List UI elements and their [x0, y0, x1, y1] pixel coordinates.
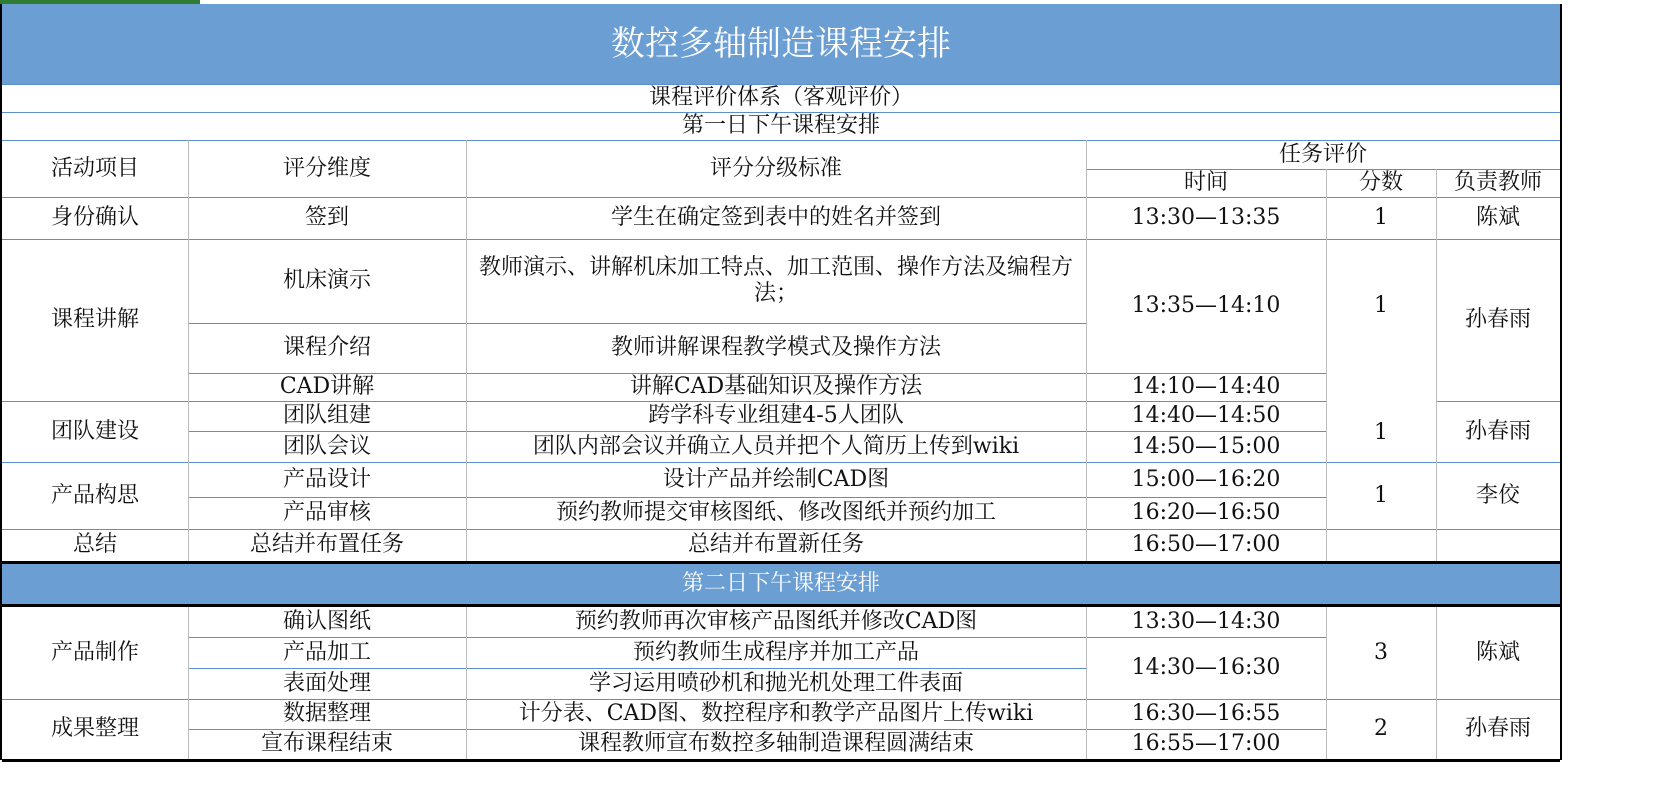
- header-activity: 活动项目: [50, 155, 139, 181]
- dimension-cell: 产品设计: [282, 466, 371, 492]
- grid-line: [188, 607, 189, 759]
- dimension-cell: 团队组建: [282, 403, 371, 428]
- dimension-cell: 机床演示: [282, 268, 371, 293]
- grid-line: [2, 561, 1560, 564]
- grid-line: [2, 759, 1560, 762]
- activity-cell: 团队建设: [50, 418, 139, 444]
- teacher-cell: 陈斌: [1475, 640, 1520, 665]
- standard-cell: 预约教师再次审核产品图纸并修改CAD图: [574, 609, 978, 634]
- grid-line: [1086, 607, 1087, 759]
- standard-cell: 教师演示、讲解机床加工特点、加工范围、操作方法及编程方法；: [478, 255, 1073, 306]
- time-cell: 14:50—15:00: [1131, 433, 1281, 459]
- header-standard: 评分分级标准: [709, 155, 842, 181]
- time-cell: 13:30—14:30: [1131, 609, 1281, 634]
- time-cell: 14:30—16:30: [1131, 655, 1281, 680]
- header-teacher: 负责教师: [1453, 170, 1542, 195]
- grid-line: [1086, 140, 1087, 561]
- dimension-cell: 产品加工: [282, 639, 371, 665]
- page-title: 数控多轴制造课程安排: [2, 4, 1560, 84]
- teacher-cell: 孙春雨: [1464, 307, 1531, 332]
- time-cell: 14:40—14:50: [1131, 403, 1281, 428]
- grid-line: [1436, 401, 1560, 402]
- grid-line: [188, 637, 1326, 638]
- header-evaluation: 任务评价: [1278, 141, 1367, 167]
- standard-cell: 预约教师提交审核图纸、修改图纸并预约加工: [555, 500, 996, 525]
- activity-cell: 课程讲解: [50, 307, 139, 332]
- grid-line: [1326, 169, 1327, 561]
- score-cell: 1: [1374, 419, 1388, 445]
- dimension-cell: 宣布课程结束: [260, 731, 393, 756]
- grid-line: [1326, 607, 1327, 759]
- activity-cell: 身份确认: [50, 205, 139, 230]
- score-cell: 1: [1374, 293, 1388, 318]
- standard-cell: 跨学科专业组建4-5人团队: [648, 403, 904, 428]
- grid-line: [1436, 607, 1437, 759]
- dimension-cell: 确认图纸: [282, 609, 371, 634]
- time-cell: 15:00—16:20: [1131, 466, 1281, 492]
- dimension-cell: 团队会议: [282, 433, 371, 459]
- table-border: [0, 4, 2, 760]
- day1-heading: 第一日下午课程安排: [681, 113, 880, 138]
- grid-line: [1436, 169, 1437, 561]
- dimension-cell: 签到: [304, 205, 349, 230]
- header-time: 时间: [1183, 170, 1228, 195]
- time-cell: 16:50—17:00: [1131, 532, 1281, 557]
- standard-cell: 总结并布置新任务: [687, 532, 864, 557]
- grid-line: [466, 607, 467, 759]
- time-cell: 13:30—13:35: [1131, 205, 1281, 230]
- standard-cell: 讲解CAD基础知识及操作方法: [629, 374, 923, 399]
- time-cell: 13:35—14:10: [1131, 293, 1281, 318]
- grid-line: [188, 668, 1086, 669]
- standard-cell: 学习运用喷砂机和抛光机处理工件表面: [588, 670, 963, 696]
- time-cell: 16:30—16:55: [1131, 701, 1281, 726]
- grid-line: [188, 140, 189, 561]
- subtitle: 课程评价体系（客观评价）: [648, 85, 913, 110]
- activity-cell: 成果整理: [50, 716, 139, 741]
- grid-line: [188, 373, 1326, 374]
- table-border: [1560, 4, 1562, 760]
- grid-line: [2, 112, 1560, 113]
- standard-cell: 教师讲解课程教学模式及操作方法: [610, 335, 941, 360]
- standard-cell: 学生在确定签到表中的姓名并签到: [610, 205, 941, 230]
- dimension-cell: 产品审核: [282, 500, 371, 525]
- score-cell: 1: [1374, 205, 1388, 230]
- score-cell: 2: [1374, 716, 1388, 741]
- dimension-cell: 数据整理: [282, 701, 371, 726]
- standard-cell: 团队内部会议并确立人员并把个人简历上传到wiki: [532, 433, 1020, 459]
- dimension-cell: CAD讲解: [279, 374, 375, 399]
- grid-line: [1086, 169, 1560, 170]
- dimension-cell: 课程介绍: [282, 335, 371, 360]
- spreadsheet-grid: [0, 4, 1658, 808]
- teacher-cell: 孙春雨: [1464, 418, 1531, 444]
- time-cell: 16:20—16:50: [1131, 500, 1281, 525]
- activity-cell: 产品构思: [50, 482, 139, 508]
- grid-line: [2, 401, 1326, 402]
- grid-line: [2, 84, 1560, 85]
- dimension-cell: 表面处理: [282, 670, 371, 696]
- grid-line: [188, 323, 1086, 324]
- grid-line: [466, 140, 467, 561]
- teacher-cell: 陈斌: [1475, 205, 1520, 230]
- grid-line: [2, 140, 1560, 141]
- activity-cell: 总结: [72, 532, 117, 557]
- score-cell: 3: [1374, 640, 1388, 665]
- standard-cell: 计分表、CAD图、数控程序和教学产品图片上传wiki: [518, 701, 1034, 726]
- grid-line: [188, 729, 1326, 730]
- day2-heading: 第二日下午课程安排: [2, 564, 1560, 604]
- dimension-cell: 总结并布置任务: [249, 532, 404, 557]
- teacher-cell: 孙春雨: [1464, 716, 1531, 741]
- header-score: 分数: [1358, 170, 1403, 195]
- time-cell: 16:55—17:00: [1131, 731, 1281, 756]
- standard-cell: 课程教师宣布数控多轴制造课程圆满结束: [577, 731, 974, 756]
- header-dimension: 评分维度: [282, 155, 371, 181]
- standard-cell: 设计产品并绘制CAD图: [662, 466, 890, 492]
- teacher-cell: 李佼: [1475, 482, 1520, 508]
- time-cell: 14:10—14:40: [1131, 374, 1281, 399]
- standard-cell: 预约教师生成程序并加工产品: [632, 639, 919, 665]
- activity-cell: 产品制作: [50, 640, 139, 665]
- grid-line: [188, 497, 1326, 498]
- score-cell: 1: [1374, 482, 1388, 508]
- grid-line: [188, 431, 1326, 432]
